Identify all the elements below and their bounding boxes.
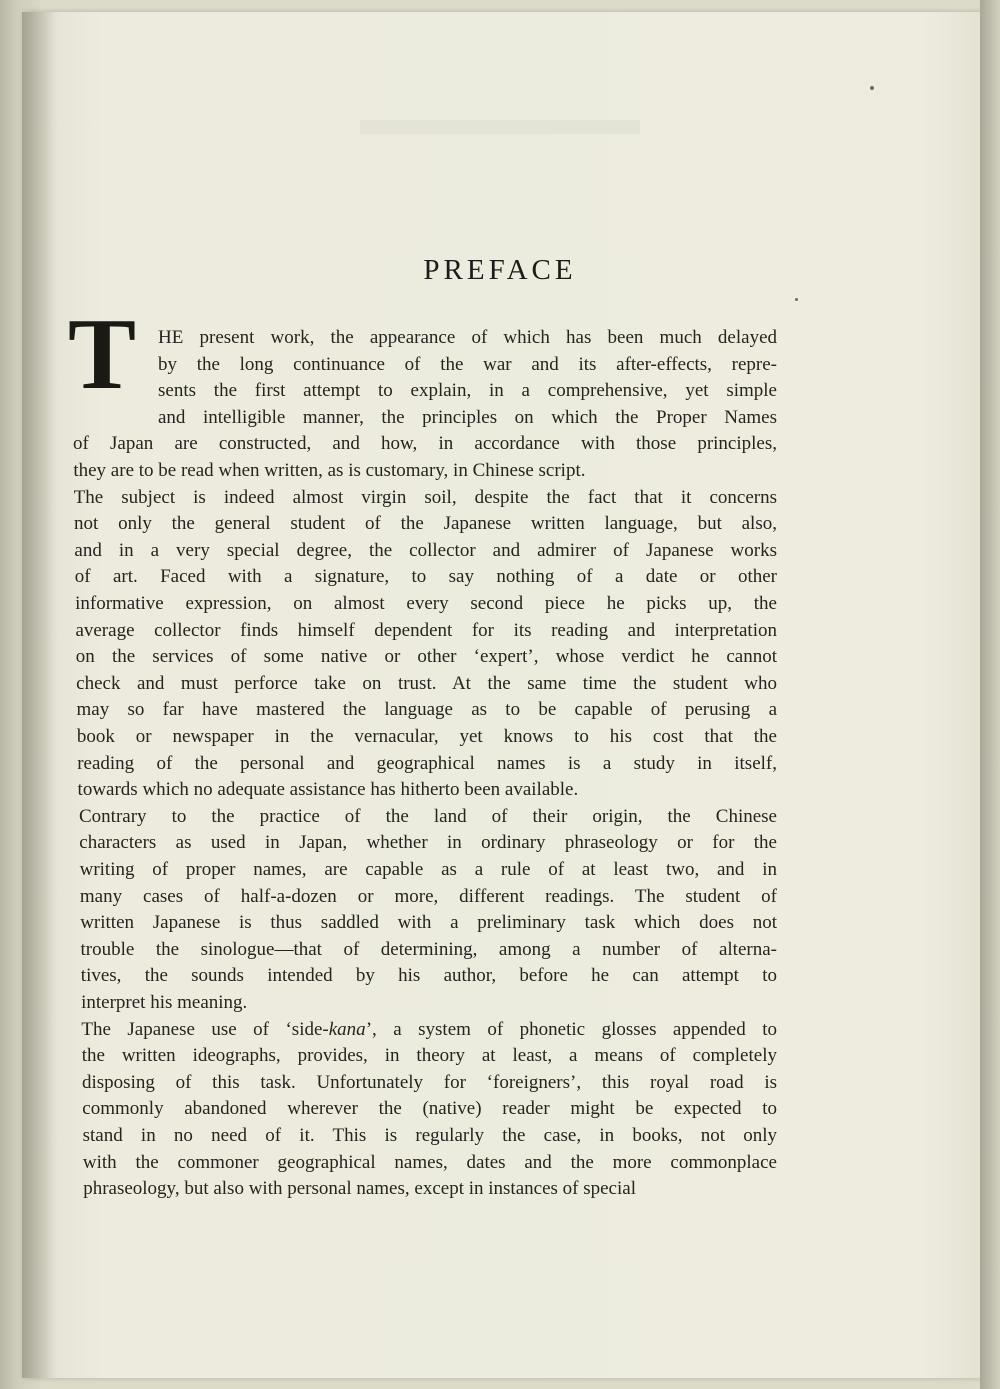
text-line: sents the first attempt to explain, in a comprehensive, yet simple <box>158 380 777 402</box>
text-line: and intelligible manner, the principles on which the Proper Names <box>158 406 777 428</box>
text-line: HE present work, the appearance of which has been much delayed <box>158 327 777 348</box>
text-line: informative expression, on almost every second piece he picks up, the <box>75 593 777 614</box>
text-line: the written ideographs, provides, in theory at least, a means of completely <box>81 1045 777 1067</box>
text-line: many cases of half-a-dozen or more, different readings. The student of <box>79 885 777 907</box>
text-line: The Japanese use of ‘side-kana’, a system of phonetic glosses appended to <box>81 1018 777 1040</box>
text-line: The subject is indeed almost virgin soil, despite the fact that it concerns <box>73 486 777 508</box>
text-line: check and must perforce take on trust. At the same time the student who <box>76 672 777 694</box>
text-line: by the long continuance of the war and its after-effects, repre- <box>158 353 777 375</box>
gutter-shadow <box>22 12 58 1378</box>
paper-speck <box>795 298 798 301</box>
paper-speck <box>870 86 874 90</box>
text-line: may so far have mastered the language as to be capable of perusing a <box>76 699 777 721</box>
text-line: of Japan are constructed, and how, in accordance with those principles, <box>73 433 777 455</box>
text-line: book or newspaper in the vernacular, yet knows to his cost that the <box>76 726 777 747</box>
text-line: writing of proper names, are capable as a rule of at least two, and in <box>79 859 777 880</box>
text-line: with the commoner geographical names, dates and the more commonplace <box>82 1151 777 1173</box>
drop-cap: T <box>68 298 137 411</box>
text-line: trouble the sinologue—that of determining, among a number of alterna- <box>80 938 777 960</box>
text-line: tives, the sounds intended by his author, before he can attempt to <box>80 965 777 987</box>
text-line: reading of the personal and geographical names is a study in itself, <box>77 752 777 774</box>
page-title: PREFACE <box>423 254 577 286</box>
text-line: they are to be read when written, as is customary, in Chinese script. <box>73 460 586 481</box>
text-line: phraseology, but also with personal names, except in instances of special <box>83 1178 636 1200</box>
page-edge-right <box>980 0 1000 1389</box>
text-line: commonly abandoned wherever the (native) reader might be expected to <box>82 1098 777 1120</box>
show-through-bleed <box>360 120 640 134</box>
text-line: disposing of this task. Unfortunately for ‘foreigners’, this royal road is <box>82 1071 777 1093</box>
text-line: and in a very special degree, the collector and admirer of Japanese works <box>74 539 777 561</box>
text-line: average collector finds himself dependent for its reading and interpretation <box>75 619 777 641</box>
text-line: stand in no need of it. This is regularly the case, in books, not only <box>82 1125 777 1146</box>
text-line: interpret his meaning. <box>81 992 248 1013</box>
text-line: on the services of some native or other ‘expert’, whose verdict he cannot <box>75 646 777 668</box>
text-line: Contrary to the practice of the land of their origin, the Chinese <box>79 805 777 827</box>
text-line: of art. Faced with a signature, to say nothing of a date or other <box>74 566 777 588</box>
italic-term: kana <box>328 1018 366 1040</box>
text-line: written Japanese is thus saddled with a preliminary task which does not <box>80 912 777 934</box>
text-line: characters as used in Japan, whether in ordinary phraseology or for the <box>79 832 777 854</box>
text-line: not only the general student of the Japanese written language, but also, <box>74 513 777 535</box>
text-line: towards which no adequate assistance has hitherto been available. <box>77 779 579 801</box>
